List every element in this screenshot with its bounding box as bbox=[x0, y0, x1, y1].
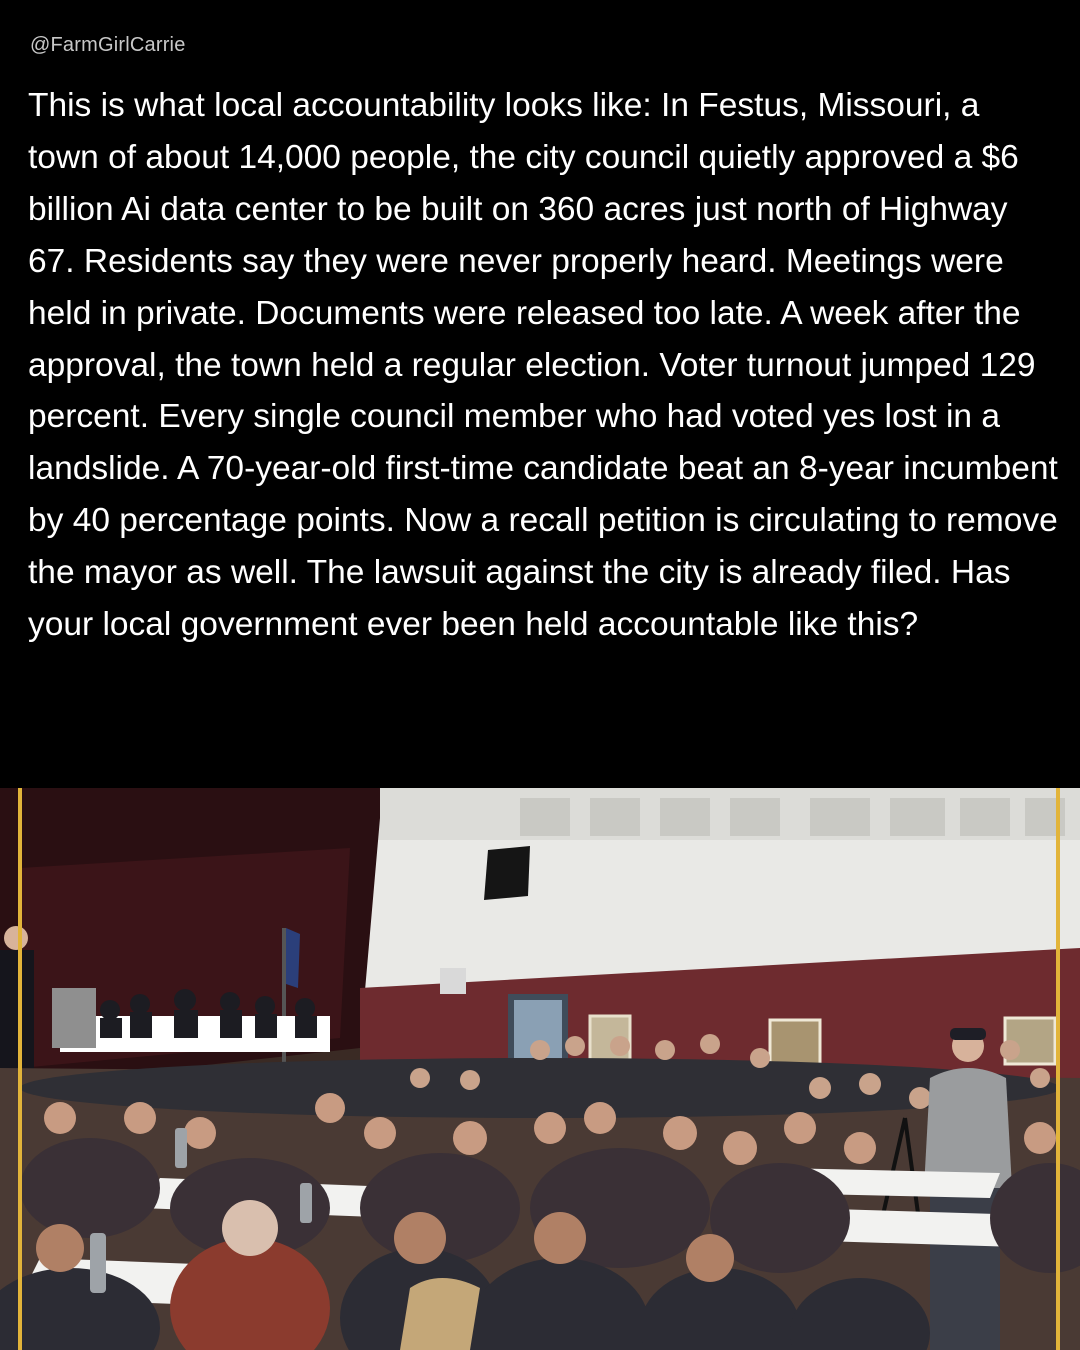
town-hall-meeting-photo bbox=[0, 788, 1080, 1350]
author-handle[interactable]: @FarmGirlCarrie bbox=[30, 34, 186, 56]
post-body-text: This is what local accountability looks like: In Festus, Missouri, a town of about 14,000 people, the city council quietly approved a $6 billion Ai data center to be built on 360 acres just north of Highway 67. Residents say they were never properly heard. Meetings were held in private. Documents were released too late. A week after the approval, the town held a regular election. Voter turnout jumped 129 percent. Every single council member who had voted yes lost in a landslide. A 70-year-old first-time candidate beat an 8-year incumbent by 40 percentage points. Now a recall petition is circulating to remove the mayor as well. The lawsuit against the city is already filed. Has your local government ever been held accountable like this? bbox=[28, 87, 1058, 644]
